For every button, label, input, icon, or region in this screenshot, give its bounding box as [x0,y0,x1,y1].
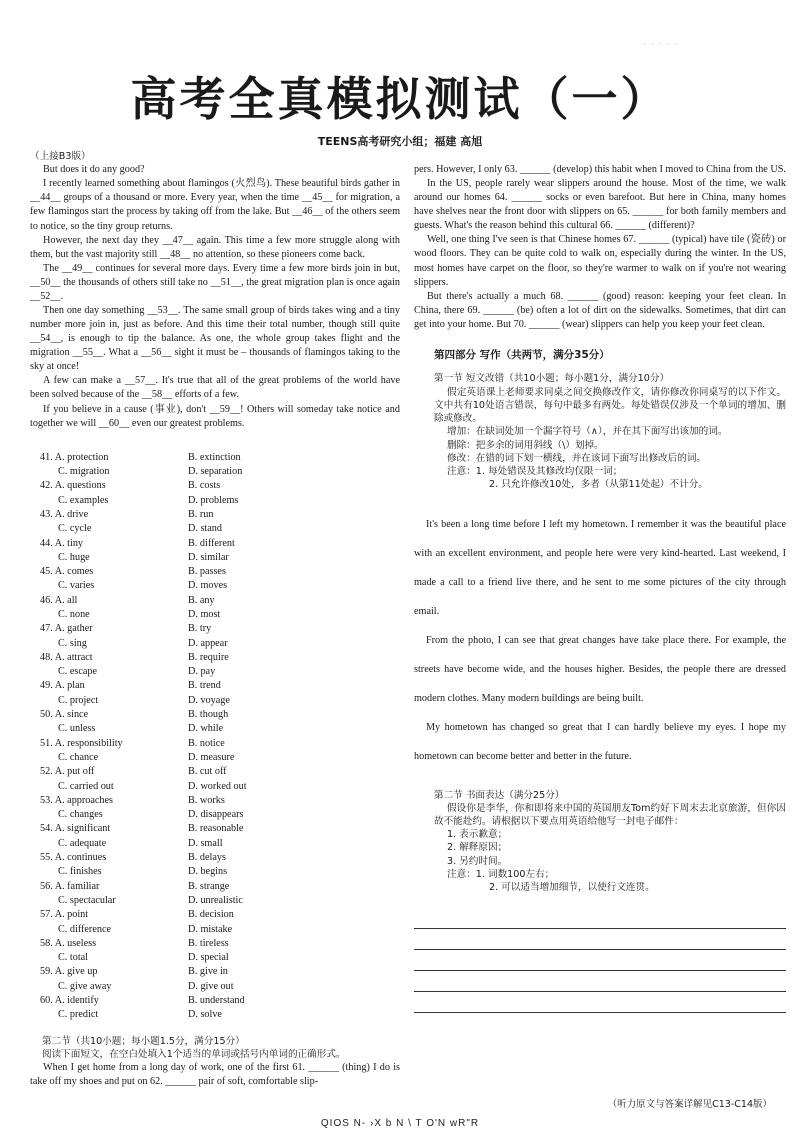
option-row [40,608,247,622]
writing-point: 2. 可以适当增加细节，以使行文连贯。 [489,882,655,894]
option-cell: B. understand [188,995,245,1006]
options-table [40,451,247,1023]
writing-prompt: 假设你是李华，你和即将来中国的英国朋友Tom约好下周末去北京旅游，但你因故不能赴约。请根据以下要点用英语给他写一封电子邮件： [434,802,786,827]
option-cell: D. most [188,608,221,620]
option-row [40,794,247,808]
section1-block [434,372,786,491]
option-cell: B. run [188,508,214,520]
section1-line: 假定英语课上老师要求同桌之间交换修改作文，请你修改你同桌写的以下作文。文中共有10处语言错误，每句中最多有两处。每处错误仅涉及一个单词的增加、删除或修改。 [434,386,786,425]
option-cell: C. carried out [58,780,114,792]
passage-paragraph: Well, one thing I've seen is that Chinese homes 67. ______ (typical) have tile (瓷砖) or wood floors. They can be quite cold to walk on, especially during the winter. In the US, most homes have carpet on the floor, so they're warmer to walk on if you're not wearing slippers. [414,234,786,288]
option-cell: 41. A. protection [40,451,109,463]
continued-note: （上接B3版） [30,151,91,162]
section1-title: 第一节 短文改错（共10小题；每小题1分，满分10分） [434,373,670,385]
option-row [40,780,247,794]
answer-line[interactable] [414,950,786,971]
section2-title: 第二节（共10小题；每小题1.5分，满分15分） [42,1035,245,1047]
option-cell: 51. A. responsibility [40,737,123,749]
option-cell: D. measure [188,751,235,763]
option-cell: B. require [188,651,229,663]
option-cell: C. migration [58,466,110,478]
passage-paragraph: The __49__ continues for several more days. Every time a few more birds join in but, __50__ the thousands of others still take no __51__, the great migration plan is once again __52__. [30,262,400,302]
byline: TEENS高考研究小组；福建 高旭 [317,135,483,148]
option-row [40,980,247,994]
section2-writing-title: 第二节 书面表达（满分25分） [434,789,565,801]
option-cell: C. project [58,694,99,706]
option-cell: 55. A. continues [40,852,107,864]
option-cell: C. examples [58,494,109,506]
option-cell: B. costs [188,480,221,492]
part4-title: 第四部分 写作（共两节，满分35分） [434,348,610,361]
option-cell: C. spectacular [58,894,116,906]
option-cell: C. unless [58,723,96,735]
option-row [40,808,247,822]
option-cell: C. changes [58,809,103,821]
option-row [40,479,247,493]
option-row [40,937,247,951]
option-row [40,880,247,894]
essay-paragraph: My hometown has changed so great that I can hardly believe my eyes. I hope my hometown can become better and better in the future. [414,721,786,762]
option-cell: 48. A. attract [40,651,93,663]
option-row [40,637,247,651]
option-row [40,822,247,836]
passage-paragraph: However, the next day they __47__ again. This time a few more struggle along with them, but the vast majority still __48__ no attention, so these pioneers come back. [30,234,400,260]
option-row [40,951,247,965]
option-cell: 49. A. plan [40,680,85,692]
option-cell: B. reasonable [188,823,244,835]
option-cell: C. give away [58,980,112,992]
option-cell: D. problems [188,494,239,506]
option-cell: D. moves [188,580,228,592]
option-cell: D. unrealistic [188,894,243,906]
writing-point: 3. 另约时间。 [447,855,508,867]
option-row [40,737,247,751]
option-row [40,551,247,565]
option-cell: B. extinction [188,451,241,463]
option-cell: C. predict [58,1009,99,1021]
option-row [40,565,247,579]
option-cell: C. chance [58,751,99,763]
option-cell: 58. A. useless [40,937,97,949]
right-column [414,163,786,1013]
passage-paragraph: But does it do any good? [43,164,145,176]
passage-paragraph: pers. However, I only 63. ______ (develop) this habit when I moved to China from the US. [414,164,786,175]
answer-line[interactable] [414,908,786,929]
option-cell: C. huge [58,551,90,563]
option-cell: 42. A. questions [40,480,106,492]
answer-line[interactable] [414,929,786,950]
option-row [40,622,247,636]
option-cell: 56. A. familiar [40,880,100,892]
option-cell: 59. A. give up [40,966,98,978]
option-cell: B. notice [188,737,225,749]
writing-point: 注意：1. 词数100左右； [447,868,555,880]
passage-paragraph: But there's actually a much 68. ______ (good) reason: keeping your feet clean. In China, there 69. ______ (be) often a lot of dirt on the sidewalks. Sometimes, that dirt can get into your home. But 70. ______ (wear) slippers can help you keep your feet clean. [414,290,786,330]
section1-line: 注意：1. 每处错误及其修改均仅限一词； [447,466,623,478]
option-row [40,594,247,608]
option-cell: B. delays [188,852,226,864]
option-row [40,665,247,679]
section1-line: 增加：在缺词处加一个漏字符号（∧），并在其下面写出该加的词。 [447,426,728,438]
passage-paragraph: When I get home from a long day of work, one of the first 61. ______ (thing) I do is take off my shoes and put on 62. ______ pair of soft, comfortable slip- [30,1062,400,1088]
option-cell: B. any [188,594,215,606]
option-cell: B. passes [188,566,226,578]
option-row [40,522,247,536]
option-row [40,894,247,908]
option-row [40,765,247,779]
option-cell: 47. A. gather [40,623,93,635]
option-cell: B. trend [188,680,221,692]
option-cell: D. give out [188,980,234,992]
option-row [40,923,247,937]
passage-paragraph: Then one day something __53__. The same small group of birds takes wing and a tiny number more join in, just as before. And this time their total number, though still quite __54__, is enough to tip the balance. As one, the whole group takes flight and the migration __55__. What a __56__ sight it must be – thousands of flamingos taking to the sky at once! [30,305,400,373]
writing-point: 2. 解释原因； [447,842,508,854]
footer-code: QIOS N- ›X b N \ T O'N wR"R [320,1118,480,1129]
option-cell: C. adequate [58,837,107,849]
option-row [40,579,247,593]
option-cell: 57. A. point [40,909,89,921]
section1-line: 2. 只允许修改10处，多者（从第11处起）不计分。 [489,479,708,491]
passage-paragraph: A few can make a __57__. It's true that all of the great problems of the world have been solved because of the __58__ efforts of a few. [30,375,400,401]
option-cell: D. pay [188,666,216,678]
essay-paragraph: From the photo, I can see that great changes have take place there. For example, the streets have become wide, and the houses higher. Besides, the people there are dressed modern clothes. Many modern buildings are being built. [414,634,786,704]
option-cell: D. while [188,723,224,735]
option-cell: C. finishes [58,866,102,878]
option-row [40,651,247,665]
option-cell: B. works [188,794,225,806]
option-cell: B. tireless [188,937,229,949]
option-cell: D. small [188,837,223,849]
option-cell: D. worked out [188,780,247,792]
answer-line[interactable] [414,971,786,992]
option-cell: 53. A. approaches [40,794,113,806]
corner-marks: · · · · · [643,40,680,48]
option-cell: C. varies [58,580,95,592]
option-cell: 46. A. all [40,594,78,606]
left-column [30,150,400,1089]
writing-point: 1. 表示歉意； [447,829,508,841]
option-cell: 44. A. tiny [40,537,84,549]
option-row [40,708,247,722]
option-cell: C. cycle [58,523,92,535]
option-cell: B. give in [188,966,228,978]
option-cell: D. begins [188,866,228,878]
option-cell: D. voyage [188,694,230,706]
option-cell: B. strange [188,880,230,892]
option-row [40,851,247,865]
option-cell: B. cut off [188,766,227,778]
section2-block [434,789,786,895]
option-row [40,694,247,708]
option-cell: C. sing [58,637,87,649]
option-row [40,865,247,879]
section1-line: 删除：把多余的词用斜线（\）划掉。 [447,439,604,451]
option-cell: B. decision [188,909,234,921]
option-cell: D. special [188,952,229,964]
option-cell: 52. A. put off [40,766,95,778]
section2-instructions: 阅读下面短文，在空白处填入1个适当的单词或括号内单词的正确形式。 [42,1048,346,1060]
option-cell: D. stand [188,523,222,535]
answer-lines [414,908,786,1013]
option-cell: B. though [188,709,229,721]
option-cell: D. mistake [188,923,233,935]
option-cell: B. different [188,537,235,549]
option-row [40,679,247,693]
option-cell: D. appear [188,637,228,649]
error-correction-essay [414,510,786,771]
option-cell: D. solve [188,1009,222,1021]
option-cell: C. difference [58,923,111,935]
option-cell: D. disappears [188,809,244,821]
option-cell: B. try [188,623,212,635]
option-row [40,965,247,979]
essay-paragraph: It's been a long time before I left my hometown. I remember it was the beautiful place with an excellent environment, and people here were very kind-hearted. Last weekend, I made a call to a friend live there, and he sent to me some pictures of the city through email. [414,518,786,617]
option-cell: 54. A. significant [40,823,111,835]
option-row [40,494,247,508]
option-row [40,537,247,551]
option-row [40,451,247,465]
option-row [40,751,247,765]
option-row [40,465,247,479]
option-cell: 43. A. drive [40,508,89,520]
option-row [40,908,247,922]
option-row [40,508,247,522]
option-row [40,1008,247,1022]
passage-paragraph: I recently learned something about flamingos (火烈鸟). These beautiful birds gather in __44__ groups of a thousand or more. Every year, when the time __45__ for migration, a few flamingos start the process by taking off from the lake. But __46__ of the others seem to notice, so the tiny group returns. [30,178,400,232]
option-cell: D. similar [188,551,229,563]
answer-reference-note: （听力原文与答案详解见C13-C14版） [607,1099,772,1110]
option-cell: C. none [58,608,90,620]
passage-paragraph: In the US, people rarely wear slippers around the house. Most of the time, we walk around our homes 64. ______ socks or even barefoot. But here in China, many homes have shelves near the front door with slippers on 65. ______ for both family members and guests. What's the reason behind this cultural 66. ______ (different)? [414,178,786,232]
passage-paragraph: If you believe in a cause (事业), don't __59__! Others will someday take notice and together we will __60__ even our greatest problems. [30,403,400,429]
option-cell: D. separation [188,466,243,478]
page-title: 高考全真模拟测试（一） [130,72,670,126]
option-cell: C. escape [58,666,98,678]
option-cell: 60. A. identify [40,995,99,1006]
option-cell: C. total [58,952,88,964]
option-row [40,722,247,736]
answer-line[interactable] [414,992,786,1013]
option-cell: 50. A. since [40,709,89,721]
option-row [40,994,247,1008]
option-row [40,837,247,851]
section1-line: 修改：在错的词下划一横线，并在该词下面写出修改后的词。 [447,452,707,464]
option-cell: 45. A. comes [40,566,94,578]
